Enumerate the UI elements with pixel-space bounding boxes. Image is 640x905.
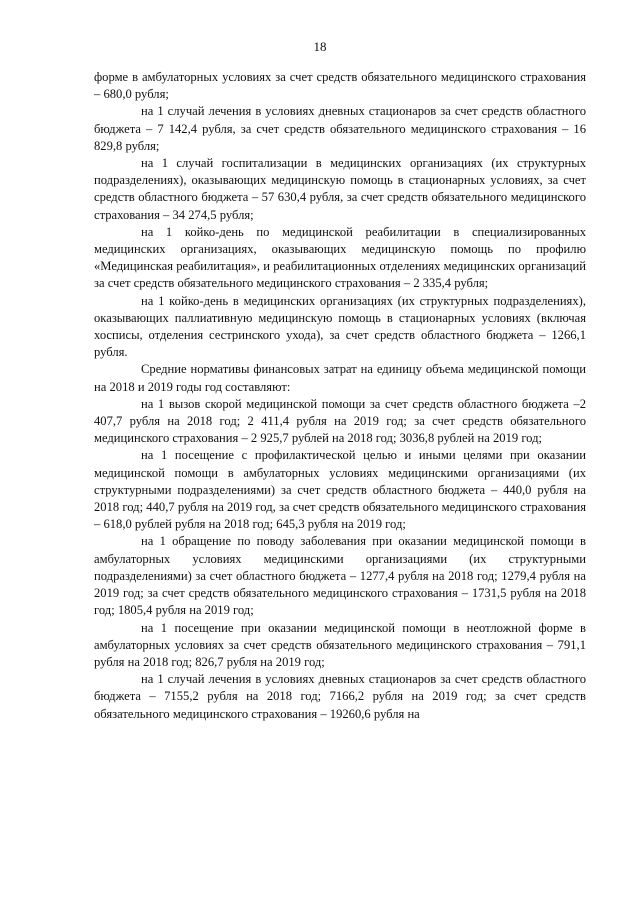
paragraph-continuation: форме в амбулаторных условиях за счет средств обязательного медицинского страхования – 680,0 рубля;	[94, 70, 586, 102]
paragraph: Средние нормативы финансовых затрат на единицу объема медицинской помощи на 2018 и 2019 годы год составляют:	[94, 362, 586, 394]
paragraph: на 1 случай лечения в условиях дневных стационаров за счет средств областного бюджета – 7155,2 рубля на 2018 год; 7166,2 рубля на 2019 год; за счет средств обязательного медицинского страхования – 19260,6 рубля на	[94, 672, 586, 721]
paragraph: на 1 койко-день по медицинской реабилитации в специализированных медицинских организациях, оказывающих медицинскую помощь по профилю «Медицинская реабилитация», и реабилитационных отделениях медицинских организаций за счет средств обязательного медицинского страхования – 2 335,4 рубля;	[94, 224, 586, 291]
paragraph: на 1 посещение при оказании медицинской помощи в неотложной форме в амбулаторных условиях за счет средств обязательного медицинского страхования – 791,1 рубля на 2018 год; 826,7 рубля на 2019 год;	[94, 620, 586, 669]
paragraph: на 1 случай лечения в условиях дневных стационаров за счет средств областного бюджета – 7 142,4 рубля, за счет средств обязательного медицинского страхования – 16 829,8 рубля;	[94, 104, 586, 153]
paragraph: на 1 случай госпитализации в медицинских организациях (их структурных подразделениях), оказывающих медицинскую помощь в стационарных условиях, за счет средств областного бюджета – 57 630,4 рубля, за счет средств обязательного медицинского страхования – 34 274,5 рубля;	[94, 156, 586, 222]
page-number: 18	[313, 39, 327, 54]
paragraph: на 1 койко-день в медицинских организациях (их структурных подразделениях), оказывающих паллиативную медицинскую помощь в стационарных условиях (включая хосписы, отделения сестринского ухода), за счет средств областного бюджета – 1266,1 рубля.	[94, 293, 586, 360]
page-body	[94, 69, 586, 723]
paragraph: на 1 обращение по поводу заболевания при оказании медицинской помощи в амбулаторных условиях медицинскими организациями (их структурными подразделениями) за счет областного бюджета – 1277,4 рубля на 2018 год; 1279,4 рубля на 2019 год; за счет средств обязательного медицинского страхования – 1731,5 рубля на 2018 год; 1805,4 рубля на 2019 год;	[94, 534, 586, 618]
paragraph: на 1 вызов скорой медицинской помощи за счет средств областного бюджета –2 407,7 рубля на 2018 год; 2 411,4 рубля на 2019 год; за счет средств обязательного медицинского страхования – 2 925,7 рублей на 2018 год; 3036,8 рублей на 2019 год;	[94, 396, 586, 446]
paragraph: на 1 посещение с профилактической целью и иными целями при оказании медицинской помощи в амбулаторных условиях медицинскими организациями (их структурными подразделениями) за счет средств областного бюджета – 440,0 рубля на 2018 год; 440,7 рубля на 2019 год, за счет средств обязательного медицинского страхования – 618,0 рублей рубля на 2018 год; 645,3 рубля на 2019 год;	[94, 448, 586, 532]
